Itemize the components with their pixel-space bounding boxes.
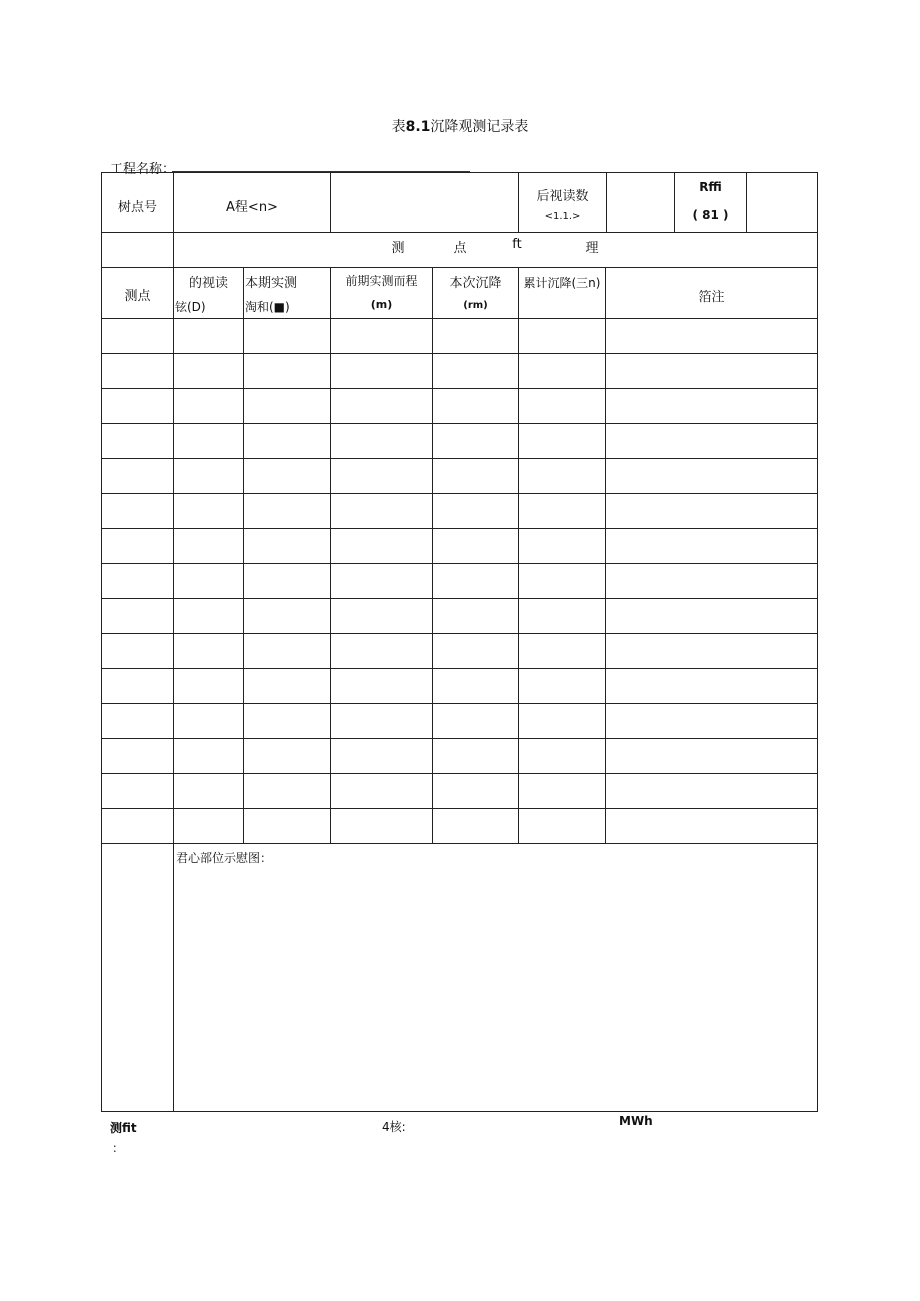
- measure-heading-4: 理: [585, 241, 599, 256]
- col-reading-line1: 的视读: [188, 276, 228, 291]
- col-reading-line2: 铉(D): [175, 300, 206, 314]
- col-settlement-line1: 本次沉降: [449, 276, 502, 291]
- col-current-line1: 本期实测: [245, 276, 298, 291]
- elevation-label: A程<n>: [226, 200, 278, 215]
- benchmark-label: 树点号: [117, 200, 157, 215]
- backsight-label: 后视读数: [536, 189, 589, 204]
- surveyor-colon: ：: [112, 1141, 125, 1155]
- backsight-unit: <1.1.>: [544, 211, 581, 222]
- project-name-label: 工程名称：: [110, 162, 176, 177]
- surveyor-label: 测fit: [110, 1121, 137, 1135]
- col-settlement-line2: (rm): [463, 300, 488, 311]
- measure-heading-1: 测: [391, 241, 405, 256]
- rffi-value: ( 81 ): [692, 208, 729, 222]
- col-cumulative: 累计沉降(三n): [523, 276, 601, 290]
- col-point: 测点: [124, 289, 151, 304]
- rffi-label: Rffi: [699, 180, 722, 194]
- col-previous-line2: (m): [370, 298, 393, 311]
- col-current-line2: 淘和(■): [245, 300, 290, 314]
- page-title: 表8.1沉降观测记录表: [391, 119, 529, 135]
- measure-heading-2: 点: [453, 241, 467, 256]
- col-previous-line1: 前期实测而程: [345, 274, 418, 288]
- measure-heading-3: ft: [512, 237, 522, 252]
- diagram-label: 君心部位示慰图：: [176, 851, 273, 865]
- checker-label: 4核:: [382, 1120, 406, 1134]
- col-remark: 箔注: [698, 290, 725, 305]
- diagram-area[interactable]: [174, 866, 817, 1111]
- mwh-label: MWh: [619, 1114, 653, 1128]
